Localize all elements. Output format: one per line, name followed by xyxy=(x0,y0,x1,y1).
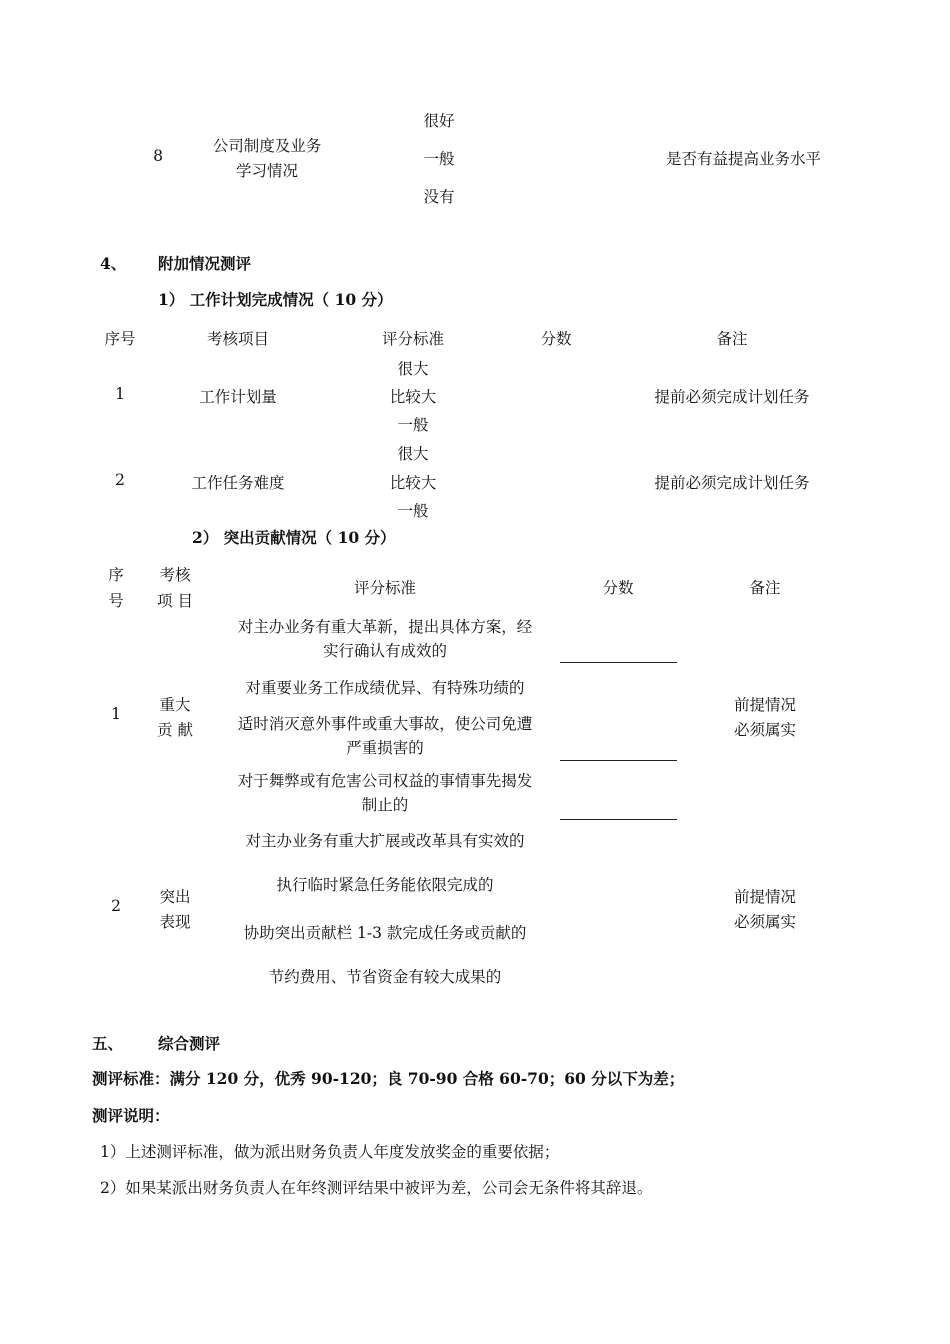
evaluation-note-2: 2）如果某派出财务负责人在年终测评结果中被评为差，公司会无条件将其辞退。 xyxy=(100,1179,653,1197)
t2-row2-note-line2: 必须属实 xyxy=(733,913,796,931)
row8-number: 8 xyxy=(153,147,163,165)
t2-row1-item-line1: 重大 xyxy=(159,696,191,714)
t1-header-std: 评分标准 xyxy=(381,330,444,348)
t1-row2-item: 工作任务难度 xyxy=(191,474,285,492)
t1-row1-num: 1 xyxy=(115,385,125,403)
t1-row1-opt3: 一般 xyxy=(397,416,429,434)
sub1-title: 1） 工作计划完成情况（ 10 分） xyxy=(158,290,393,309)
t1-row2-opt3: 一般 xyxy=(397,502,429,520)
t2-row2-criterion1: 对主办业务有重大扩展或改革具有实效的 xyxy=(245,832,525,850)
row8-opt-3: 没有 xyxy=(423,188,455,206)
section5-number: 五、 xyxy=(92,1034,124,1053)
evaluation-note-1: 1）上述测评标准，做为派出财务负责人年度发放奖金的重要依据； xyxy=(100,1143,560,1161)
t2-row1-criterion1-line2: 实行确认有成效的 xyxy=(322,642,447,660)
t2-header-num-line1: 序 xyxy=(108,566,124,584)
t2-row1-criterion1-line1: 对主办业务有重大革新，提出具体方案，经 xyxy=(237,618,533,636)
t1-row1-item: 工作计划量 xyxy=(199,388,277,406)
t2-header-score: 分数 xyxy=(602,579,634,597)
t2-header-std: 评分标准 xyxy=(353,579,416,597)
t2-row1-note-line2: 必须属实 xyxy=(733,721,796,739)
t2-row2-note-line1: 前提情况 xyxy=(733,888,796,906)
row8-item-line2: 学习情况 xyxy=(235,162,298,180)
t2-row1-criterion3-line2: 严重损害的 xyxy=(346,739,424,757)
t1-row1-note: 提前必须完成计划任务 xyxy=(654,388,810,406)
t1-header-item: 考核项目 xyxy=(206,330,269,348)
t2-row1-criterion4-line2: 制止的 xyxy=(361,796,409,814)
t1-header-note: 备注 xyxy=(716,330,748,348)
section4-title: 附加情况测评 xyxy=(158,254,252,273)
t1-row2-num: 2 xyxy=(115,471,125,489)
score-blank-line xyxy=(560,662,677,663)
score-blank-line xyxy=(560,819,677,820)
t2-header-note: 备注 xyxy=(749,579,781,597)
t2-row2-criterion4: 节约费用、节省资金有较大成果的 xyxy=(268,968,502,986)
t2-header-num-line2: 号 xyxy=(108,592,124,610)
t2-row1-criterion2: 对重要业务工作成绩优异、有特殊功绩的 xyxy=(245,679,525,697)
score-blank-line xyxy=(560,760,677,761)
t1-row1-opt2: 比较大 xyxy=(389,388,437,406)
row8-opt-1: 很好 xyxy=(423,112,455,130)
section4-number: 4、 xyxy=(100,254,127,273)
row8-note: 是否有益提高业务水平 xyxy=(666,150,822,168)
t1-row2-opt1: 很大 xyxy=(397,445,429,463)
t2-row2-item-line2: 表现 xyxy=(159,913,191,931)
t2-header-item-line2: 项 目 xyxy=(157,592,193,610)
t1-row2-opt2: 比较大 xyxy=(389,474,437,492)
t1-row1-opt1: 很大 xyxy=(397,360,429,378)
t2-header-item-line1: 考核 xyxy=(159,566,191,584)
t1-row2-note: 提前必须完成计划任务 xyxy=(654,474,810,492)
t2-row2-criterion3: 协助突出贡献栏 1-3 款完成任务或贡献的 xyxy=(243,924,527,942)
row8-item-line1: 公司制度及业务 xyxy=(212,137,322,155)
t2-row2-criterion2: 执行临时紧急任务能依限完成的 xyxy=(276,876,494,894)
t2-row1-num: 1 xyxy=(111,705,121,723)
t1-header-num: 序号 xyxy=(104,330,136,348)
t2-row2-item-line1: 突出 xyxy=(159,888,191,906)
row8-opt-2: 一般 xyxy=(423,150,455,168)
t1-header-score: 分数 xyxy=(540,330,572,348)
t2-row1-note-line1: 前提情况 xyxy=(733,696,796,714)
sub2-title: 2） 突出贡献情况（ 10 分） xyxy=(192,528,396,547)
evaluation-standard: 测评标准：满分 120 分，优秀 90-120；良 70-90 合格 60-70；60 分以下为差； xyxy=(92,1069,685,1088)
evaluation-description-title: 测评说明： xyxy=(92,1106,170,1125)
t2-row1-criterion4-line1: 对于舞弊或有危害公司权益的事情事先揭发 xyxy=(237,772,533,790)
t2-row1-criterion3-line1: 适时消灭意外事件或重大事故，使公司免遭 xyxy=(237,715,533,733)
t2-row1-item-line2: 贡 献 xyxy=(157,721,193,739)
section5-title: 综合测评 xyxy=(158,1034,221,1053)
t2-row2-num: 2 xyxy=(111,897,121,915)
